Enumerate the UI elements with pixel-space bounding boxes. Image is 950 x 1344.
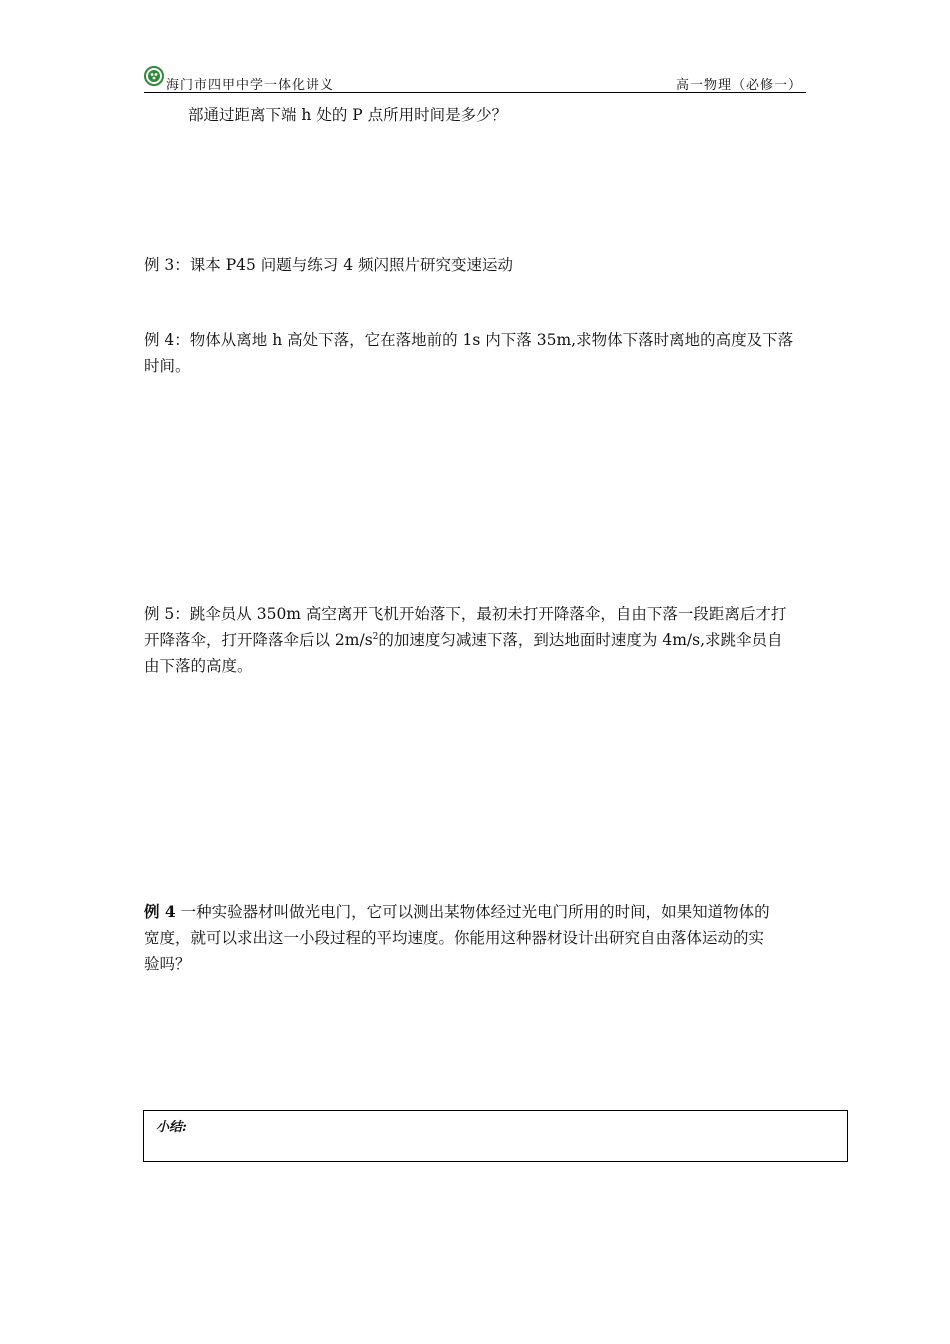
exponent: 2 — [372, 631, 379, 642]
example-4b-line-1 — [144, 899, 808, 925]
example-4b-line-3: 验吗？ — [144, 955, 191, 973]
example-3-line: 例 3：课本 P45 问题与练习 4 频闪照片研究变速运动 — [144, 256, 514, 274]
example-5-line-2 — [144, 627, 808, 653]
example-5-line-3: 由下落的高度。 — [144, 657, 253, 675]
subject-title: 高一物理（必修一） — [675, 78, 802, 93]
continuation-line: 部通过距离下端 h 处的 P 点所用时间是多少？ — [188, 106, 508, 124]
page-header — [144, 66, 806, 93]
example-5-line-2-part-a: 开降落伞，打开降落伞后以 2m/s — [144, 631, 373, 649]
example-4-line-2: 时间。 — [144, 357, 191, 375]
example-5-line-2-part-b: 的加速度匀减速下落，到达地面时速度为 4m/s,求跳伞员自 — [378, 631, 783, 649]
example-5 — [144, 601, 808, 679]
example-4b-line-1-rest: 一种实验器材叫做光电门，它可以测出某物体经过光电门所用的时间，如果知道物体的 — [175, 903, 770, 921]
example-4b-line-2: 宽度，就可以求出这一小段过程的平均速度。你能用这种器材设计出研究自由落体运动的实 — [144, 929, 765, 947]
continuation-text — [188, 102, 852, 128]
example-3 — [144, 252, 808, 278]
summary-label: 小结: — [156, 1120, 187, 1135]
example-4-line-1: 例 4：物体从离地 h 高处下落，它在落地前的 1s 内下落 35m,求物体下落时离地的高度及下落 — [144, 331, 794, 349]
example-5-line-1: 例 5：跳伞员从 350m 高空离开飞机开始落下，最初未打开降落伞，自由下落一段距离后才打 — [144, 605, 787, 623]
school-logo-icon — [144, 66, 164, 86]
school-name: 海门市四甲中学一体化讲义 — [166, 78, 335, 93]
example-label: 例 4 — [144, 902, 176, 921]
summary-box — [143, 1110, 848, 1162]
example-4 — [144, 327, 808, 379]
example-4-photogate — [144, 899, 808, 977]
